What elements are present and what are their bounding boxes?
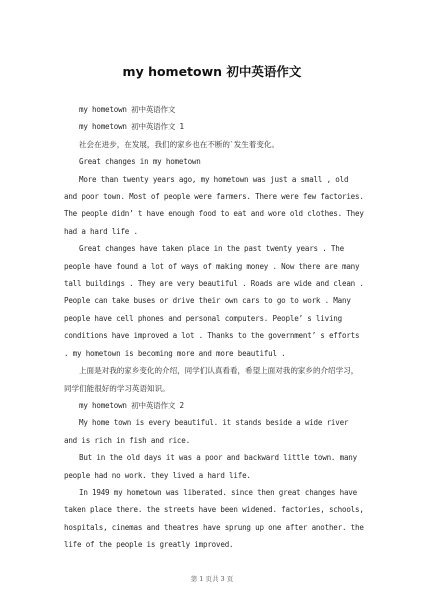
paragraph: 上面是对我的家乡变化的介绍，同学们认真看看，希望上面对我的家乡的介绍学习，同学们能很好的学习英语知识。 xyxy=(64,366,359,393)
paragraph: In 1949 my hometown was liberated. since then great changes have taken place there. the streets have been widened. factories, schools, hospitals, cinemas and theatres have sprung up one after another. the life of the people is greatly improved. xyxy=(64,487,364,550)
paragraph: My home town is every beautiful. it stands beside a wide river and is rich in fish and rice. xyxy=(64,418,349,445)
page-title: my hometown 初中英语作文 xyxy=(122,64,302,79)
paragraph: 社会在进步，在发展，我们的家乡也在不断的`发生着变化。 xyxy=(79,139,279,149)
essay-title: Great changes in my hometown xyxy=(79,157,201,167)
section-heading: my hometown 初中英语作文 xyxy=(79,105,176,114)
paragraph: But in the old days it was a poor and backward little town. many people had no work. they lived a hard life. xyxy=(64,453,357,480)
page-footer: 第 1 页共 3 页 xyxy=(190,575,234,583)
paragraph: More than twenty years ago, my hometown was just a small , old and poor town. Most of people were farmers. There were few factories. The people didn’ t have enough food to eat and wore old clothes. They had a hard life . xyxy=(64,174,364,236)
section-heading: my hometown 初中英语作文 1 xyxy=(79,122,184,132)
paragraph: Great changes have taken place in the past twenty years . The people have found a lot of ways of making money . Now there are many tall buildings . They are very beautiful . Roads are wide and clean . People can take buses or drive their own cars to go to work . Many people have cell phones and personal computers. People’ s living conditions have improved a lot . Thanks to the government’ s efforts . my hometown is becoming more and more beautiful . xyxy=(64,244,364,358)
section-heading: my hometown 初中英语作文 2 xyxy=(79,400,184,410)
document-body xyxy=(64,101,364,554)
